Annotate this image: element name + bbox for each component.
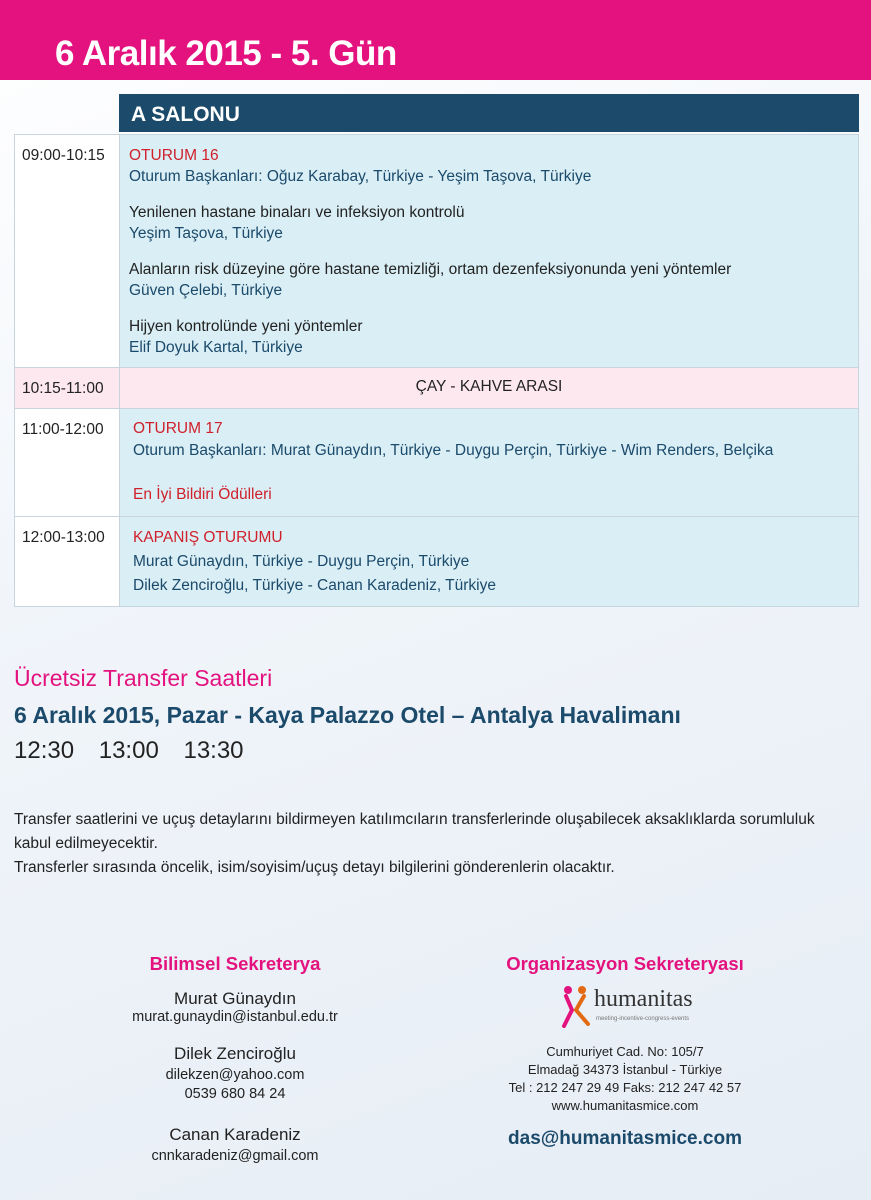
organization-address [480,1043,770,1115]
transfer-note-1: Transfer saatlerini ve uçuş detaylarını bildirmeyen katılımcıların transferlerinde oluşabilecek aksaklıklarda sorumluluk kabul edilmeyecektir. [14,811,815,852]
session-time: 09:00-10:15 [22,147,105,164]
transfer-route: 6 Aralık 2015, Pazar - Kaya Palazzo Otel – Antalya Havalimanı [14,702,681,728]
address-line: Cumhuriyet Cad. No: 105/7 [546,1044,704,1059]
contact-phone: 0539 680 84 24 [184,1086,286,1102]
phone-fax: Tel : 212 247 29 49 Faks: 212 247 42 57 [508,1080,742,1095]
organization-heading: Organizasyon Sekreteryası [506,953,744,974]
transfer-time: 13:00 [98,737,159,764]
talk-speaker: Elif Doyuk Kartal, Türkiye [129,339,303,356]
contact-block [110,1125,360,1164]
talk-speaker: Yeşim Taşova, Türkiye [129,225,283,242]
transfer-time: 12:30 [14,737,75,764]
contact-name: Canan Karadeniz [169,1125,301,1144]
session-title: OTURUM 16 [129,147,219,164]
contact-block [110,1044,360,1102]
transfer-time: 13:30 [183,737,244,764]
session-row [15,517,859,607]
session-chairs: Oturum Başkanları: Oğuz Karabay, Türkiye - Yeşim Taşova, Türkiye [129,168,592,185]
hall-header [119,94,859,132]
talk-speaker: Güven Çelebi, Türkiye [129,282,283,299]
session-title: KAPANIŞ OTURUMU [133,529,283,546]
hall-name: A SALONU [131,103,240,126]
talk-title: Alanların risk düzeyine göre hastane temizliği, ortam dezenfeksiyonunda yeni yöntemler [129,261,732,278]
logo-tagline: meeting-incentive-congress-events [596,1016,690,1022]
break-label: ÇAY - KAHVE ARASI [415,378,563,395]
contact-email[interactable]: murat.gunaydin@istanbul.edu.tr [132,1009,338,1025]
address-line: Elmadağ 34373 İstanbul - Türkiye [527,1062,723,1077]
contact-email[interactable]: cnnkaradeniz@gmail.com [151,1148,319,1164]
scientific-heading: Bilimsel Sekreterya [149,953,321,974]
break-row [15,368,859,409]
transfer-note [14,808,834,880]
session-time: 11:00-12:00 [22,421,104,438]
transfer-title: Ücretsiz Transfer Saatleri [14,665,273,691]
session-row [15,135,859,368]
page-title: 6 Aralık 2015 - 5. Gün [55,34,397,73]
session-title: OTURUM 17 [133,420,223,437]
logo-text: humanitas [594,986,693,1012]
humanitas-logo [560,984,710,1030]
closing-line: Murat Günaydın, Türkiye - Duygu Perçin, Türkiye [133,553,470,570]
humanitas-logo-icon [560,984,594,1028]
talk-title: Hijyen kontrolünde yeni yöntemler [129,318,363,335]
session-row [15,409,859,517]
break-time: 10:15-11:00 [22,380,104,397]
contact-name: Dilek Zenciroğlu [174,1044,296,1063]
transfer-note-2: Transferler sırasında öncelik, isim/soyisim/uçuş detayı bilgilerini gönderenlerin olacaktır. [14,859,615,876]
talk-title: Yenilenen hastane binaları ve infeksiyon kontrolü [129,204,465,221]
transfer-times [14,737,262,765]
organization-email[interactable]: das@humanitasmice.com [508,1128,742,1149]
session-time: 12:00-13:00 [22,529,105,546]
schedule-table [14,134,859,607]
award-label: En İyi Bildiri Ödülleri [133,486,272,503]
contact-name: Murat Günaydın [174,989,296,1008]
session-chairs: Oturum Başkanları: Murat Günaydın, Türkiye - Duygu Perçin, Türkiye - Wim Renders, Belçika [133,442,774,459]
page-header [0,0,871,80]
contact-block [110,989,360,1025]
website-link[interactable]: www.humanitasmice.com [551,1098,699,1113]
contact-email[interactable]: dilekzen@yahoo.com [165,1067,305,1083]
closing-line: Dilek Zenciroğlu, Türkiye - Canan Karadeniz, Türkiye [133,577,496,594]
